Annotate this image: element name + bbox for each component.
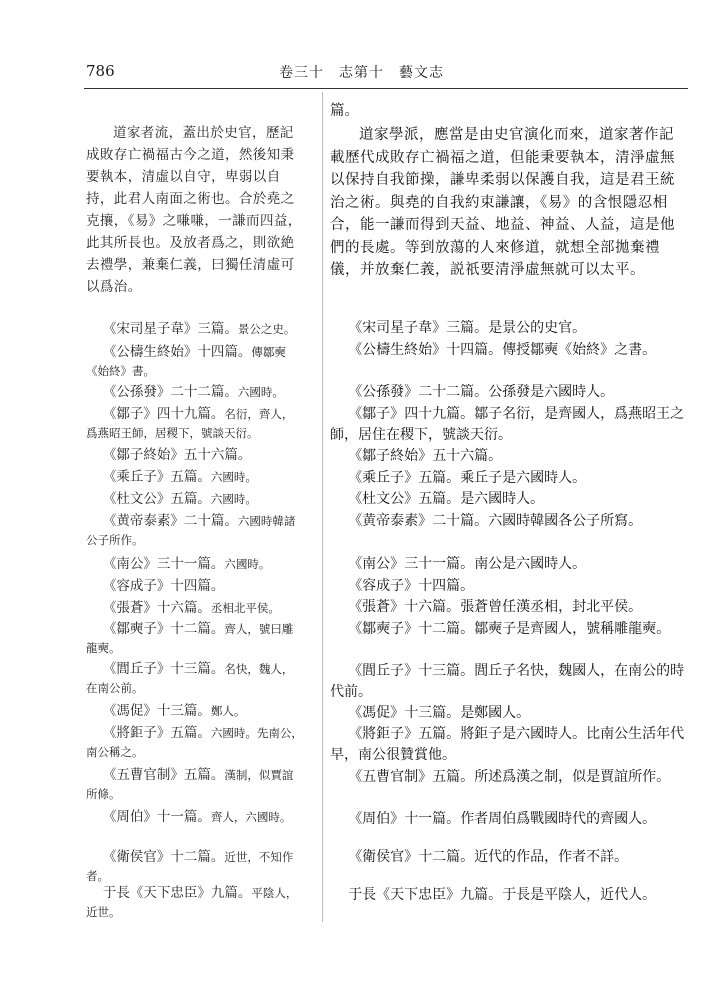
entry-count: 十四篇。 (197, 344, 252, 360)
modern-entry (330, 724, 688, 766)
entry-title: 《南公》 (348, 556, 405, 572)
classical-entry (86, 468, 304, 487)
entry-annotation: 于長是平陰人，近代人。 (502, 887, 657, 903)
entry-count: 三篇。 (446, 320, 489, 336)
running-head: 卷三十 志第十 藝文志 (279, 65, 444, 81)
entry-title: 《鄒子終始》 (102, 447, 184, 463)
entry-annotation: 名快，魏人，在南公前。 (86, 662, 294, 695)
entry-title: 《公檮生終始》 (348, 342, 447, 358)
entry-annotation: 六國時韓國各公子所寫。 (488, 513, 643, 529)
classical-entry (86, 446, 304, 465)
entry-annotation: 鄒子名衍，是齊國人，爲燕昭王之師，居住在稷下，號談天衍。 (330, 406, 685, 443)
entry-title: 《南公》 (102, 556, 157, 572)
entry-count: 十一篇。 (404, 811, 461, 827)
entry-annotation: 將鉅子是六國時人。比南公生活年代早，南公很贊賞他。 (330, 726, 685, 763)
entry-count: 十六篇。 (156, 600, 211, 616)
entry-annotation: 景公之史。 (237, 322, 296, 336)
entry-count: 二十二篇。 (418, 384, 489, 400)
entry-title: 《鄒奭子》 (102, 621, 171, 637)
entry-title: 《馮促》 (348, 705, 405, 721)
entry-count: 九篇。 (210, 885, 252, 901)
modern-entry (330, 847, 688, 868)
entry-annotation: 鄒奭子是齊國人，號稱雕龍奭。 (474, 621, 671, 637)
entry-annotation: 六國時。先南公，南公稱之。 (86, 726, 303, 759)
entry-count: 十三篇。 (156, 703, 211, 719)
entry-count: 十四篇。 (170, 578, 225, 594)
entry-count: 十四篇。 (446, 342, 503, 358)
modern-intro-paragraph: 道家學派，應當是由史官演化而來，道家著作記載歷代成敗存亡禍福之道，但能秉要執本，清淨虛無以保持自我節操，謙卑柔弱以保護自我，這是君王統治之術。與堯的自我約束謙讓，《易》的含恨隱忍相合，能一謙而得到天益、地益、神益、人益，這是他們的長處。等到放蕩的人來修道，就想全部拋棄禮儀，并放棄仁義，説祇要清淨虛無就可以太平。 (330, 127, 675, 278)
entry-title: 《將鉅子》 (102, 725, 171, 741)
entry-annotation: 近世，不知作者。 (86, 850, 294, 883)
entry-annotation: 張蒼曾任漢丞相，封北平侯。 (460, 599, 643, 615)
entry-annotation: 六國時韓諸公子所作。 (86, 514, 296, 547)
modern-entry (330, 767, 688, 788)
entry-count: 十三篇。 (418, 663, 475, 679)
classical-entry (86, 884, 304, 922)
modern-entry (330, 468, 688, 489)
modern-entry (330, 340, 688, 361)
entry-count: 二十篇。 (432, 513, 489, 529)
modern-entry (330, 554, 688, 575)
entry-annotation: 所述爲漢之制，似是賈誼所作。 (474, 769, 671, 785)
entry-title: 《公孫發》 (102, 384, 171, 400)
entry-annotation: 丞相北平侯。 (210, 601, 280, 615)
entry-annotation: 六國時。 (224, 557, 271, 571)
entry-annotation: 是六國時人。 (460, 491, 545, 507)
classical-entry (86, 512, 304, 550)
classical-entry (86, 599, 304, 618)
entry-title: 《杜文公》 (348, 491, 419, 507)
entry-annotation: 平陰人，近世。 (86, 886, 298, 919)
entry-annotation: 是鄭國人。 (460, 705, 531, 721)
entry-count: 九篇。 (460, 887, 503, 903)
entry-count: 二十篇。 (183, 513, 238, 529)
entry-annotation: 乘丘子是六國時人。 (460, 470, 587, 486)
modern-entry (330, 382, 688, 403)
entry-annotation: 名衍，齊人，爲燕昭王師，居稷下，號談天衍。 (86, 407, 294, 440)
entry-count: 十三篇。 (170, 661, 225, 677)
entry-count: 十二篇。 (418, 621, 475, 637)
entry-count: 五篇。 (170, 469, 211, 485)
modern-entry (330, 703, 688, 724)
entry-count: 五篇。 (183, 767, 225, 783)
entry-count: 五篇。 (170, 725, 211, 741)
modern-entry (330, 809, 688, 830)
entry-count: 三十一篇。 (404, 556, 475, 572)
entry-title: 《五曹官制》 (102, 767, 184, 783)
entry-title: 《宋司星子韋》 (102, 321, 198, 337)
entry-title: 《周伯》 (348, 811, 405, 827)
modern-entry (330, 511, 688, 532)
classical-intro-paragraph: 道家者流，蓋出於史官，歷記成敗存亡禍福古今之道，然後知秉要執本，清虛以自守，卑弱以自持，此君人南面之術也。合於堯之克攘，《易》之嗛嗛，一謙而四益，此其所長也。及放者爲之，則欲絶去禮學，兼棄仁義，曰獨任清虛可以爲治。 (86, 125, 302, 295)
entry-count: 五篇。 (170, 491, 211, 507)
classical-entry (86, 660, 304, 698)
modern-entry (330, 446, 688, 467)
classical-entry (86, 383, 304, 402)
entry-title: 《鄒子》 (102, 406, 157, 422)
entry-annotation: 閭丘子名快，魏國人，在南公的時代前。 (330, 663, 685, 700)
modern-entry (330, 885, 688, 906)
entry-title: 《衛侯官》 (348, 849, 419, 865)
modern-entry (330, 576, 688, 597)
page-number: 786 (86, 62, 115, 80)
modern-entry (330, 619, 688, 640)
classical-entry (86, 848, 304, 886)
entry-annotation: 公孫發是六國時人。 (488, 384, 615, 400)
entry-count: 五篇。 (418, 491, 461, 507)
entry-annotation: 南公是六國時人。 (474, 556, 587, 572)
entry-count: 五篇。 (432, 769, 475, 785)
entry-count: 五篇。 (418, 470, 461, 486)
entry-count: 四十九篇。 (404, 406, 475, 422)
entry-count: 三篇。 (197, 321, 238, 337)
entry-title: 《鄒子終始》 (348, 448, 433, 464)
modern-entry (330, 404, 688, 446)
modern-entry (330, 318, 688, 339)
entry-title: 《衛侯官》 (102, 849, 171, 865)
entry-title: 《張蒼》 (102, 600, 157, 616)
classical-entry (86, 620, 304, 658)
entry-annotation: 齊人，六國時。 (210, 810, 292, 824)
entry-annotation: 鄭人。 (210, 704, 246, 718)
entry-title: 《將鉅子》 (348, 726, 419, 742)
header-rule (84, 88, 688, 89)
entry-title: 《黄帝泰素》 (348, 513, 433, 529)
entry-count: 十三篇。 (404, 705, 461, 721)
entry-title: 《公檮生終始》 (102, 344, 198, 360)
entry-title: 《公孫發》 (348, 384, 419, 400)
entry-count: 四十九篇。 (156, 406, 225, 422)
entry-annotation: 傳授鄒奭《始終》之書。 (502, 342, 657, 358)
entry-count: 三十一篇。 (156, 556, 225, 572)
entry-title: 《黄帝泰素》 (102, 513, 184, 529)
classical-entry (86, 766, 304, 804)
modern-entry (330, 489, 688, 510)
entry-count: 十二篇。 (170, 849, 225, 865)
entry-count: 十四篇。 (418, 578, 475, 594)
entry-count: 十二篇。 (170, 621, 225, 637)
classical-entry (86, 405, 304, 443)
classical-entry (86, 555, 304, 574)
modern-entry (330, 661, 688, 703)
entry-annotation: 傳鄒奭《始終》書。 (86, 345, 286, 378)
entry-title: 《張蒼》 (348, 599, 405, 615)
entry-count: 十六篇。 (404, 599, 461, 615)
classical-entry (86, 320, 304, 339)
classical-entry (86, 343, 304, 381)
entry-count: 十二篇。 (418, 849, 475, 865)
entry-annotation: 齊人，號曰雕龍奭。 (86, 622, 294, 655)
entry-annotation: 是景公的史官。 (488, 320, 587, 336)
classical-entry (86, 577, 304, 596)
classical-entry (86, 724, 304, 762)
entry-annotation: 作者周伯爲戰國時代的齊國人。 (460, 811, 657, 827)
entry-title: 《容成子》 (348, 578, 419, 594)
entry-title: 《馮促》 (102, 703, 157, 719)
entry-count: 五篇。 (418, 726, 461, 742)
entry-title: 《鄒奭子》 (348, 621, 419, 637)
entry-title: 《閭丘子》 (348, 663, 419, 679)
entry-count: 五十六篇。 (183, 447, 252, 463)
entry-count: 十一篇。 (156, 809, 211, 825)
entry-count: 五十六篇。 (432, 448, 503, 464)
entry-title: 《乘丘子》 (102, 469, 171, 485)
entry-title: 《五曹官制》 (348, 769, 433, 785)
entry-title: 于長《天下忠臣》 (348, 887, 461, 903)
entry-title: 《宋司星子韋》 (348, 320, 447, 336)
classical-entry (86, 490, 304, 509)
entry-count: 二十二篇。 (170, 384, 238, 400)
classical-entry (86, 808, 304, 827)
entry-title: 《杜文公》 (102, 491, 171, 507)
entry-title: 《乘丘子》 (348, 470, 419, 486)
column-divider (322, 92, 323, 922)
entry-annotation: 六國時。 (237, 385, 284, 399)
modern-carryover-text: 篇。 (330, 103, 359, 119)
entry-title: 于長《天下忠臣》 (102, 885, 211, 901)
entry-annotation: 漢制，似賈誼所條。 (86, 768, 294, 801)
modern-entry (330, 597, 688, 618)
entry-annotation: 六國時。 (210, 492, 257, 506)
entry-title: 《周伯》 (102, 809, 157, 825)
entry-title: 《閭丘子》 (102, 661, 171, 677)
classical-entry (86, 702, 304, 721)
entry-annotation: 六國時。 (210, 470, 257, 484)
entry-annotation: 近代的作品，作者不詳。 (474, 849, 629, 865)
entry-title: 《鄒子》 (348, 406, 405, 422)
entry-title: 《容成子》 (102, 578, 171, 594)
